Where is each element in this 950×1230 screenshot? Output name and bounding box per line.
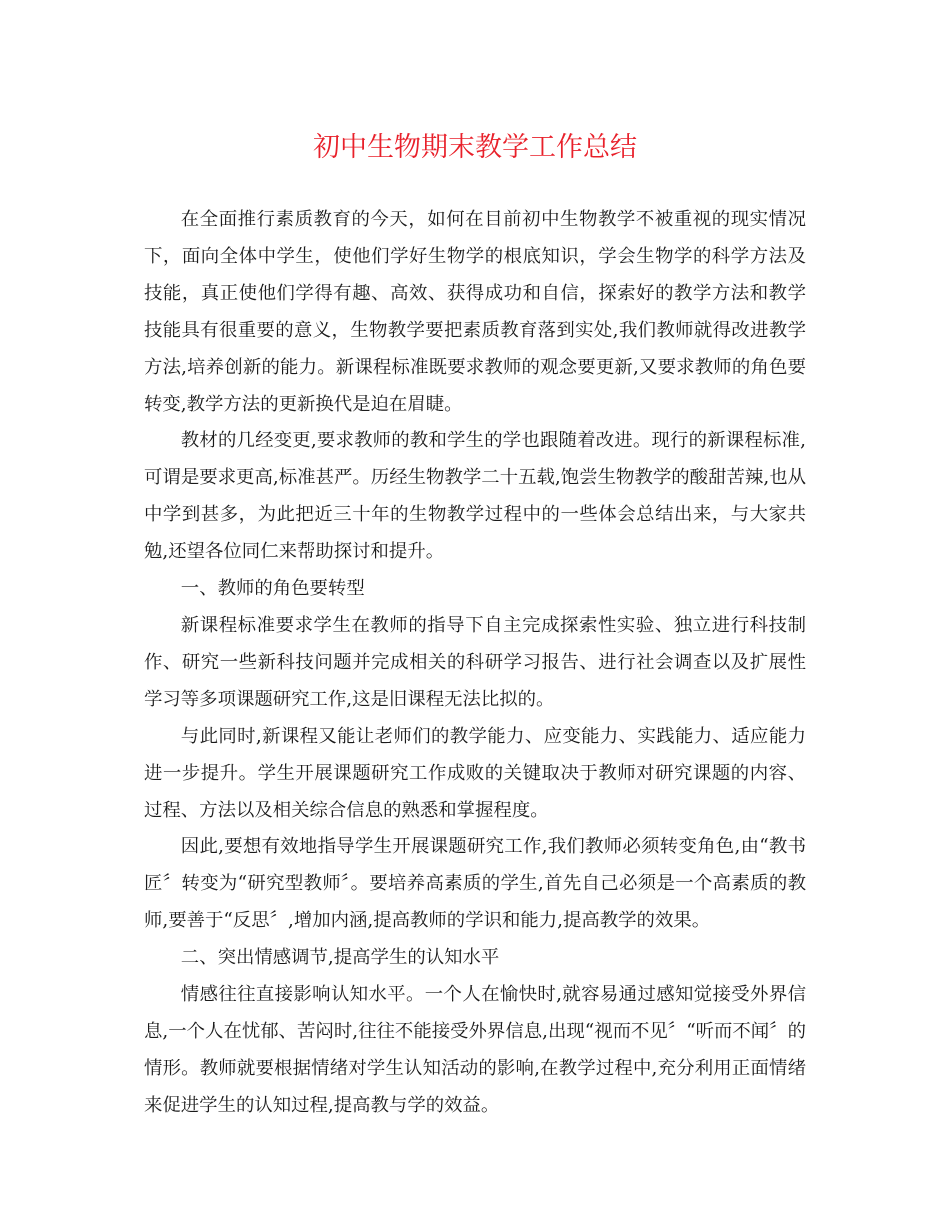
paragraph-textbook: 教材的几经变更,要求教师的教和学生的学也跟随着改进。现行的新课程标准,可谓是要求更高,标准甚严。历经生物教学二十五载,饱尝生物教学的酸甜苦辣,也从中学到甚多，为此把近三十年的生物教学过程中的一些体会总结出来，与大家共勉,还望各位同仁来帮助探讨和提升。 — [144, 430, 806, 563]
document-title: 初中生物期末教学工作总结 — [313, 132, 637, 163]
paragraph-intro: 在全面推行素质教育的今天，如何在目前初中生物教学不被重视的现实情况下，面向全体中学生，使他们学好生物学的根底知识，学会生物学的科学方法及技能，真正使他们学得有趣、高效、获得成功和自信，探索好的教学方法和教学技能具有很重要的意义，生物教学要把素质教育落到实处,我们教师就得改进教学方法,培养创新的能力。新课程标准既要求教师的观念要更新,又要求教师的角色要转变,教学方法的更新换代是迫在眉睫。 — [144, 209, 806, 415]
document-body — [144, 202, 806, 1125]
paragraph-emotion: 情感往往直接影响认知水平。一个人在愉快时,就容易通过感知觉接受外界信息,一个人在忧郁、苦闷时,往往不能接受外界信息,出现“视而不见〞“听而不闻〞的情形。教师就要根据情绪对学生认知活动的影响,在教学过程中,充分利用正面情绪来促进学生的认知过程,提高教与学的效益。 — [144, 984, 806, 1116]
paragraph-abilities: 与此同时,新课程又能让老师们的教学能力、应变能力、实践能力、适应能力进一步提升。学生开展课题研究工作成败的关键取决于教师对研究课题的内容、过程、方法以及相关综合信息的熟悉和掌握程度。 — [144, 725, 806, 821]
paragraph-curriculum: 新课程标准要求学生在教师的指导下自主完成探索性实验、独立进行科技制作、研究一些新科技问题并完成相关的科研学习报告、进行社会调查以及扩展性学习等多项课题研究工作,这是旧课程无法比拟的。 — [144, 614, 806, 710]
section-heading-1: 一、教师的角色要转型 — [180, 578, 365, 600]
paragraph-role-change: 因此,要想有效地指导学生开展课题研究工作,我们教师必须转变角色,由“教书匠〞转变为“研究型教师〞。要培养高素质的学生,首先自己必须是一个高素质的教师,要善于“反思〞,增加内涵,提高教师的学识和能力,提高教学的效果。 — [144, 836, 806, 932]
section-heading-2: 二、突出情感调节,提高学生的认知水平 — [180, 947, 500, 969]
